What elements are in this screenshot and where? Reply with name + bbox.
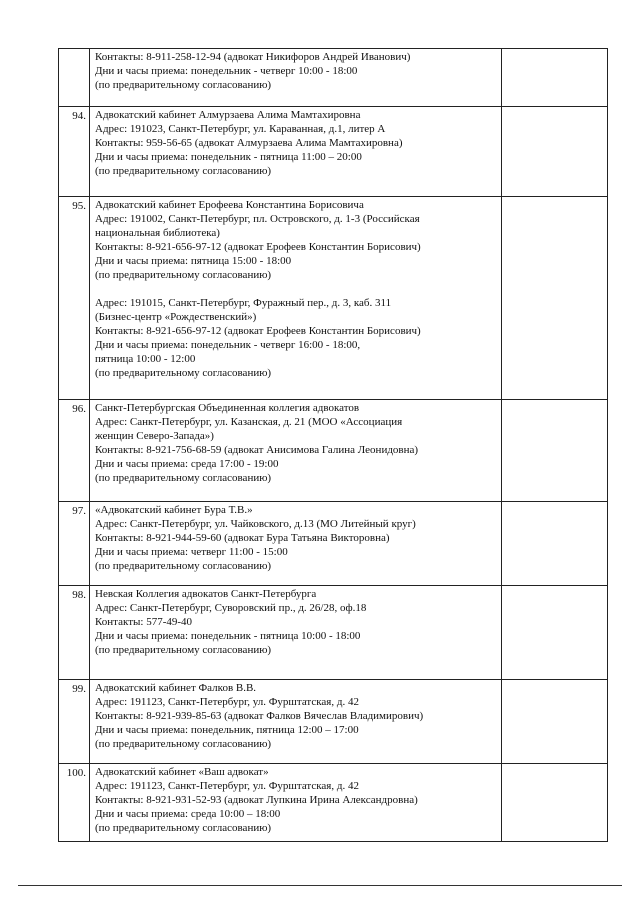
entry-line: (по предварительному согласованию) xyxy=(95,644,272,656)
entry-line: Адрес: 191023, Санкт-Петербург, ул. Караванная, д.1, литер А xyxy=(95,123,386,135)
entry-details xyxy=(90,49,502,107)
entry-line: (по предварительному согласованию) xyxy=(95,472,272,484)
entry-line: национальная библиотека) xyxy=(95,227,220,239)
entry-line: Адвокатский кабинет Фалков В.В. xyxy=(95,682,257,694)
empty-cell xyxy=(502,586,608,680)
entry-line: (по предварительному согласованию) xyxy=(95,822,272,834)
entry-line: Контакты: 8-921-931-52-93 (адвокат Лупкина Ирина Александровна) xyxy=(95,794,418,806)
entry-number xyxy=(59,49,90,107)
table-row xyxy=(59,400,608,502)
entry-line: (по предварительному согласованию) xyxy=(95,79,272,91)
entry-line: Контакты: 8-921-756-68-59 (адвокат Анисимова Галина Леонидовна) xyxy=(95,444,419,456)
entry-details xyxy=(90,197,502,400)
entry-number: 99. xyxy=(59,680,90,764)
entry-line: Контакты: 959-56-65 (адвокат Алмурзаева Алима Мамтахировна) xyxy=(95,137,403,149)
entry-line: Адрес: 191002, Санкт-Петербург, пл. Островского, д. 1-3 (Российская xyxy=(95,213,420,225)
entry-line: пятница 10:00 - 12:00 xyxy=(95,353,196,365)
entry-number: 96. xyxy=(59,400,90,502)
entry-line: Адрес: Санкт-Петербург, ул. Казанская, д. 21 (МОО «Ассоциация xyxy=(95,416,403,428)
entry-number: 100. xyxy=(59,764,90,842)
entry-line: Контакты: 577-49-40 xyxy=(95,616,193,628)
entry-details xyxy=(90,400,502,502)
entry-number: 94. xyxy=(59,107,90,197)
entry-line: Адрес: Санкт-Петербург, ул. Чайковского, д.13 (МО Литейный круг) xyxy=(95,518,416,530)
table-row xyxy=(59,680,608,764)
entry-details xyxy=(90,502,502,586)
entry-line: (по предварительному согласованию) xyxy=(95,165,272,177)
entry-line: Адвокатский кабинет «Ваш адвокат» xyxy=(95,766,269,778)
empty-cell xyxy=(502,680,608,764)
entry-line: Дни и часы приема: среда 17:00 - 19:00 xyxy=(95,458,279,470)
entry-details xyxy=(90,764,502,842)
entry-line: (по предварительному согласованию) xyxy=(95,367,272,379)
entry-line: Дни и часы приема: понедельник - пятница 10:00 - 18:00 xyxy=(95,630,361,642)
empty-cell xyxy=(502,400,608,502)
entry-line: Контакты: 8-921-944-59-60 (адвокат Бура Татьяна Викторовна) xyxy=(95,532,390,544)
entry-line: Дни и часы приема: среда 10:00 – 18:00 xyxy=(95,808,281,820)
entry-line: Адрес: 191123, Санкт-Петербург, ул. Фурштатская, д. 42 xyxy=(95,696,359,708)
entry-line: Контакты: 8-921-656-97-12 (адвокат Ерофеев Константин Борисович) xyxy=(95,325,421,337)
table-row xyxy=(59,197,608,400)
entry-line: Контакты: 8-921-656-97-12 (адвокат Ерофеев Константин Борисович) xyxy=(95,241,421,253)
entry-line: Адвокатский кабинет Алмурзаева Алима Мамтахировна xyxy=(95,109,361,121)
entry-details xyxy=(90,680,502,764)
entry-line: Дни и часы приема: понедельник - четверг 10:00 - 18:00 xyxy=(95,65,358,77)
entry-line: Адрес: 191123, Санкт-Петербург, ул. Фурштатская, д. 42 xyxy=(95,780,359,792)
table-row xyxy=(59,586,608,680)
entry-line: Адрес: Санкт-Петербург, Суворовский пр., д. 26/28, оф.18 xyxy=(95,602,367,614)
entry-line: (по предварительному согласованию) xyxy=(95,560,272,572)
entry-line: Невская Коллегия адвокатов Санкт-Петербурга xyxy=(95,588,317,600)
entry-number: 98. xyxy=(59,586,90,680)
lawyers-table xyxy=(58,48,608,842)
table-row xyxy=(59,502,608,586)
entry-line: «Адвокатский кабинет Бура Т.В.» xyxy=(95,504,253,516)
entry-line: (Бизнес-центр «Рождественский») xyxy=(95,311,257,323)
page-bottom-rule xyxy=(18,885,622,886)
table-row xyxy=(59,764,608,842)
entry-line: женщин Северо-Запада») xyxy=(95,430,214,442)
entry-line: Дни и часы приема: понедельник - четверг 16:00 - 18:00, xyxy=(95,339,361,351)
entry-line: Дни и часы приема: пятница 15:00 - 18:00 xyxy=(95,255,292,267)
empty-cell xyxy=(502,197,608,400)
entry-line: Контакты: 8-921-939-85-63 (адвокат Фалков Вячеслав Владимирович) xyxy=(95,710,424,722)
table-row xyxy=(59,49,608,107)
entry-number: 97. xyxy=(59,502,90,586)
entry-line: Адвокатский кабинет Ерофеева Константина Борисовича xyxy=(95,199,364,211)
line-spacer xyxy=(95,282,497,296)
entry-details xyxy=(90,586,502,680)
entry-number: 95. xyxy=(59,197,90,400)
entry-line: Адрес: 191015, Санкт-Петербург, Фуражный пер., д. 3, каб. 311 xyxy=(95,297,392,309)
empty-cell xyxy=(502,107,608,197)
entry-line: (по предварительному согласованию) xyxy=(95,738,272,750)
entry-line: Дни и часы приема: четверг 11:00 - 15:00 xyxy=(95,546,288,558)
entry-line: Контакты: 8-911-258-12-94 (адвокат Никифоров Андрей Иванович) xyxy=(95,51,411,63)
table-row xyxy=(59,107,608,197)
entry-details xyxy=(90,107,502,197)
entry-line: Дни и часы приема: понедельник - пятница 11:00 – 20:00 xyxy=(95,151,362,163)
entry-line: Санкт-Петербургская Объединенная коллегия адвокатов xyxy=(95,402,360,414)
empty-cell xyxy=(502,49,608,107)
entry-line: Дни и часы приема: понедельник, пятница 12:00 – 17:00 xyxy=(95,724,359,736)
empty-cell xyxy=(502,502,608,586)
empty-cell xyxy=(502,764,608,842)
entry-line: (по предварительному согласованию) xyxy=(95,269,272,281)
